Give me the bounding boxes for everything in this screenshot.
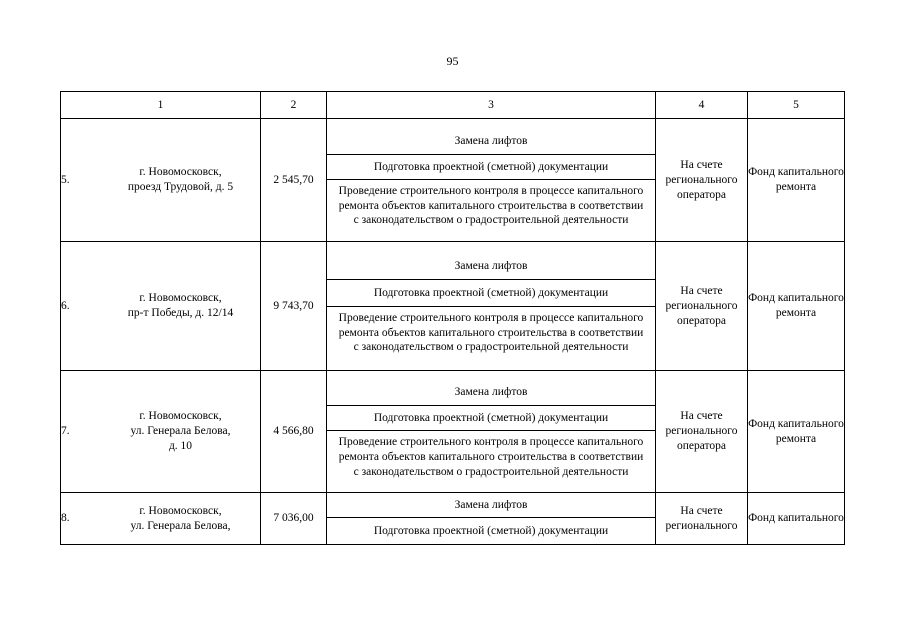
address-line: ул. Генерала Белова, (130, 425, 231, 437)
account-text: На счете регионального (665, 504, 738, 532)
column-header: 5 (748, 92, 845, 119)
address (101, 504, 260, 534)
work-item: Подготовка проектной (сметной) документации (373, 525, 609, 537)
address-line: пр-т Победы, д. 12/14 (127, 307, 234, 319)
row-number: 6. (61, 299, 70, 312)
column-header: 1 (61, 92, 261, 119)
work-item: Замена лифтов (327, 253, 655, 280)
fund-cell: Фонд капитального ремонта (748, 371, 845, 493)
work-item: Замена лифтов (327, 379, 655, 406)
account-cell: На счете регионального оператора (656, 242, 748, 371)
row-number-address-cell (61, 119, 261, 242)
amount-cell: 9 743,70 (261, 242, 327, 371)
amount-cell: 4 566,80 (261, 371, 327, 493)
work-item: Подготовка проектной (сметной) документации (327, 155, 655, 180)
row-number-address-cell (61, 242, 261, 371)
work-item: Подготовка проектной (сметной) документации (327, 280, 655, 307)
cell-layout (61, 409, 260, 454)
address-line: ул. Генерала Белова, (130, 519, 231, 532)
address (101, 409, 260, 454)
cell-layout (61, 165, 260, 195)
fund-cell: Фонд капитального ремонта (748, 242, 845, 371)
address-line: г. Новомосковск, (139, 504, 222, 517)
address-line: д. 10 (168, 440, 193, 452)
works-table (60, 91, 845, 545)
work-item: Проведение строительного контроля в процессе капитального ремонта объектов капитального строительства в соответствии с законодательством о градостроительной деятельности (338, 184, 644, 227)
header-row (61, 92, 845, 119)
table-row (61, 119, 845, 242)
account-cell: На счете регионального оператора (656, 371, 748, 493)
column-header: 2 (261, 92, 327, 119)
address-line: г. Новомосковск, (139, 166, 222, 178)
cell-layout (61, 504, 260, 534)
work-item: Проведение строительного контроля в процессе капитального ремонта объектов капитального строительства в соответствии с законодательством о градостроительной деятельности (338, 436, 644, 478)
page-number: 95 (446, 54, 459, 68)
row-number: 7. (61, 425, 70, 437)
table-row (61, 242, 845, 371)
work-item: Замена лифтов (327, 128, 655, 155)
works-cell (327, 493, 656, 545)
address (101, 165, 260, 195)
cell-layout (61, 291, 260, 321)
row-number: 5. (61, 173, 70, 186)
table-row (61, 493, 845, 545)
address-line: г. Новомосковск, (139, 410, 222, 422)
works-cell (327, 371, 656, 493)
account-cell (656, 493, 748, 545)
column-header: 3 (327, 92, 656, 119)
row-number-address-cell (61, 371, 261, 493)
column-header: 4 (656, 92, 748, 119)
row-number-address-cell (61, 493, 261, 545)
fund-text: Фонд капитального (748, 512, 844, 524)
amount-cell: 2 545,70 (261, 119, 327, 242)
fund-cell (748, 493, 845, 545)
work-item: Проведение строительного контроля в процессе капитального ремонта объектов капитального строительства в соответствии с законодательством о градостроительной деятельности (338, 311, 644, 354)
work-item: Замена лифтов (327, 493, 655, 518)
address (101, 291, 260, 321)
account-cell: На счете регионального оператора (656, 119, 748, 242)
fund-cell: Фонд капитального ремонта (748, 119, 845, 242)
address-line: г. Новомосковск, (139, 292, 222, 304)
work-item: Подготовка проектной (сметной) документации (327, 406, 655, 431)
row-number: 8. (61, 512, 70, 524)
works-cell (327, 242, 656, 371)
table-row (61, 371, 845, 493)
amount-cell: 7 036,00 (261, 493, 327, 545)
address-line: проезд Трудовой, д. 5 (127, 181, 234, 193)
works-cell (327, 119, 656, 242)
